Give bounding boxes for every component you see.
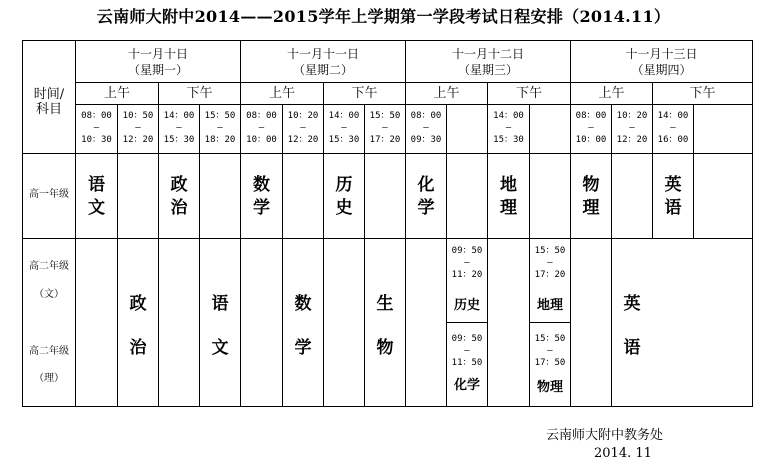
day-header-weekday: （星期二） <box>292 63 353 77</box>
pm-header: 下午 <box>515 86 542 101</box>
pm-header: 下午 <box>689 86 716 101</box>
time-slot: 10：20 — 12：20 <box>616 111 648 145</box>
am-header: 上午 <box>433 86 460 101</box>
time-slot: 10：50 — 12：20 <box>122 111 154 145</box>
g1-subject-history: 历 史 <box>335 175 353 218</box>
grade-label-g2-li-type: （理） <box>34 373 64 384</box>
pm-header: 下午 <box>186 86 213 101</box>
time-slot: 08：00 — 10：00 <box>246 111 277 145</box>
g2-wen-geography-time: 15：50 — 17：20 <box>534 246 566 280</box>
g2-subject-politics: 政 治 <box>129 294 147 358</box>
g1-subject-politics: 政 治 <box>170 175 188 218</box>
g1-subject-chinese: 语 文 <box>88 175 105 218</box>
page-title: 云南师大附中2014——2015学年上学期第一学段考试日程安排（2014.11） <box>96 7 671 26</box>
pm-header: 下午 <box>351 86 378 101</box>
g1-subject-geography: 地 理 <box>500 175 517 218</box>
grade-label-g1: 高一年级 <box>29 189 69 200</box>
g2-li-physics-subject: 物理 <box>536 380 563 395</box>
grade-label-g2-wen-type: （文） <box>34 289 64 300</box>
g2-li-chemistry-subject: 化学 <box>453 378 480 393</box>
time-slot: 14：00 — 16：00 <box>657 111 689 145</box>
am-header: 上午 <box>103 86 130 101</box>
time-slot: 15：50 — 18：20 <box>204 111 236 145</box>
day-header-weekday: （星期三） <box>457 63 518 77</box>
day-header-date: 十一月十一日 <box>286 47 359 61</box>
day-header-date: 十一月十日 <box>127 47 188 61</box>
time-slot: 15：50 — 17：20 <box>369 111 401 145</box>
g1-subject-english: 英 语 <box>664 175 682 218</box>
time-slot: 14：00 — 15：30 <box>493 111 524 145</box>
footer-date: 2014. 11 <box>594 446 652 461</box>
corner-label-time: 时间/ <box>33 87 65 102</box>
g1-subject-chemistry: 化 学 <box>417 175 435 218</box>
time-slot: 08：00 — 09：30 <box>410 111 442 145</box>
corner-label-subject: 科目 <box>35 102 62 117</box>
day-header-weekday: （星期一） <box>127 63 188 77</box>
time-slot: 14：00 — 15：30 <box>163 111 195 145</box>
time-slot: 08：00 — 10：30 <box>81 111 112 145</box>
g1-subject-physics: 物 理 <box>582 175 600 218</box>
g2-li-chemistry-time: 09：50 — 11：50 <box>451 334 483 368</box>
g2-subject-math: 数 学 <box>294 294 312 358</box>
am-header: 上午 <box>268 86 295 101</box>
footer-office: 云南师大附中教务处 <box>546 428 664 443</box>
g2-wen-history-time: 09：50 — 11：20 <box>451 246 483 280</box>
day-header-date: 十一月十二日 <box>451 47 524 61</box>
day-header-weekday: （星期四） <box>631 63 692 77</box>
g2-subject-biology: 生 物 <box>376 294 394 358</box>
day-header-date: 十一月十三日 <box>625 47 698 61</box>
time-slot: 10：20 — 12：20 <box>287 111 319 145</box>
time-slot: 08：00 — 10：00 <box>575 111 607 145</box>
am-header: 上午 <box>598 86 625 101</box>
g2-wen-geography-subject: 地理 <box>536 298 563 313</box>
grade-label-g2-wen: 高二年级 <box>29 261 69 272</box>
grade-label-g2-li: 高二年级 <box>29 346 69 357</box>
g2-li-physics-time: 15：50 — 17：50 <box>534 334 566 368</box>
g2-subject-chinese: 语 文 <box>211 294 229 358</box>
g2-subject-english: 英 语 <box>623 294 641 358</box>
time-slot: 14：00 — 15：30 <box>328 111 360 145</box>
g1-subject-math: 数 学 <box>253 175 270 218</box>
g2-wen-history-subject: 历史 <box>453 298 480 313</box>
